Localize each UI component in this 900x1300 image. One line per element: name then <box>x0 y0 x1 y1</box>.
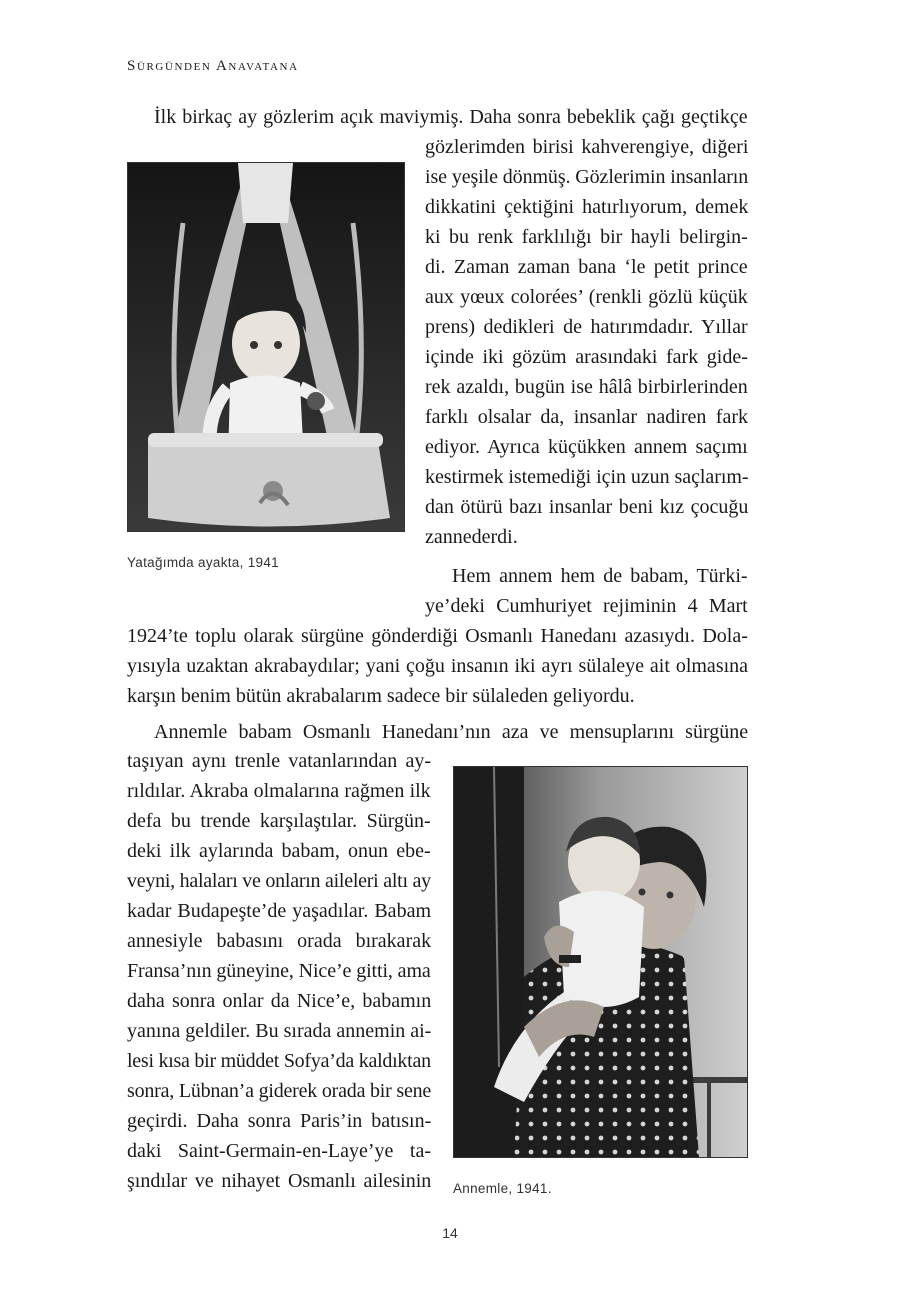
photo-caption: Annemle, 1941. <box>453 1181 552 1196</box>
photo-mother-and-baby <box>453 766 748 1158</box>
running-header: Sürgünden Anavatana <box>127 58 299 74</box>
text-line: ki bu renk farklılığı bir hayli belirgin- <box>425 226 748 248</box>
page-number: 14 <box>442 1225 458 1241</box>
text-line: annesiyle babasını orada bırakarak <box>127 930 432 952</box>
text-line: 1924’te toplu olarak sürgüne gönderdiği Osmanlı Hanedanı azasıydı. Dola- <box>127 625 748 647</box>
text-line: yanına geldiler. Bu sırada annemin ai- <box>127 1020 432 1042</box>
text-line: dan ötürü bazı insanlar beni kız çocuğu <box>425 496 749 518</box>
text-line: dikkatini çektiğini hatırlıyorum, demek <box>425 196 749 218</box>
text-line: defa bu trende karşılaştılar. Sürgün- <box>127 810 431 832</box>
text-line: farklı olsalar da, insanlar nadiren fark <box>425 406 748 428</box>
text-line: zannederdi. <box>425 526 518 548</box>
text-line: ise yeşile dönmüş. Gözlerimin insanların <box>425 166 749 188</box>
text-line: Annemle babam Osmanlı Hanedanı’nın aza ve mensuplarını sürgüne <box>154 721 749 743</box>
photo-caption: Yatağımda ayakta, 1941 <box>127 555 279 570</box>
text-line: İlk birkaç ay gözlerim açık maviymiş. Daha sonra bebeklik çağı geçtikçe <box>154 106 748 128</box>
text-line: aux yœux colorées’ (renkli gözlü küçük <box>425 286 748 308</box>
text-line: gözlerimden birisi kahverengiye, diğeri <box>425 136 749 158</box>
text-line: prens) dedikleri de hatırımdadır. Yıllar <box>425 316 748 338</box>
text-line: sonra, Lübnan’a giderek orada bir sene <box>127 1080 432 1102</box>
text-line: di. Zaman zaman bana ‘le petit prince <box>425 256 748 278</box>
text-line: karşın benim bütün akrabalarım sadece bir sülaleden geliyordu. <box>127 685 635 707</box>
text-line: ediyor. Ayrıca küçükken annem saçımı <box>425 436 748 458</box>
text-line: kestirmek istemediği için uzun saçlarım- <box>425 466 749 488</box>
text-line: daha sonra onlar da Nice’e, babamın <box>127 990 432 1012</box>
text-line: veyni, halaları ve onların aileleri altı ay <box>127 870 431 892</box>
text-line: taşıyan aynı trenle vatanlarından ay- <box>127 750 431 772</box>
text-line: Fransa’nın güneyine, Nice’e gitti, ama <box>127 960 431 982</box>
text-line: lesi kısa bir müddet Sofya’da kaldıktan <box>127 1050 431 1072</box>
text-line: ye’deki Cumhuriyet rejiminin 4 Mart <box>425 595 748 617</box>
text-line: rıldılar. Akraba olmalarına rağmen ilk <box>127 780 431 802</box>
photo-child-in-crib <box>127 162 405 532</box>
text-line: geçirdi. Daha sonra Paris’in batısın- <box>127 1110 432 1132</box>
text-line: rek azaldı, bugün ise hâlâ birbirlerinden <box>425 376 748 398</box>
text-line: deki ilk aylarında babam, onun ebe- <box>127 840 431 862</box>
text-line: Hem annem hem de babam, Türki- <box>452 565 748 587</box>
text-line: kadar Budapeşte’de yaşadılar. Babam <box>127 900 431 922</box>
text-line: şındılar ve nihayet Osmanlı ailesinin <box>127 1170 432 1192</box>
text-line: yısıyla uzaktan akrabaydılar; yani çoğu insanın iki ayrı sülaleye ait olmasına <box>127 655 749 677</box>
text-line: içinde iki gözüm arasındaki fark gide- <box>425 346 748 368</box>
text-line: daki Saint-Germain-en-Laye’ye ta- <box>127 1140 431 1162</box>
